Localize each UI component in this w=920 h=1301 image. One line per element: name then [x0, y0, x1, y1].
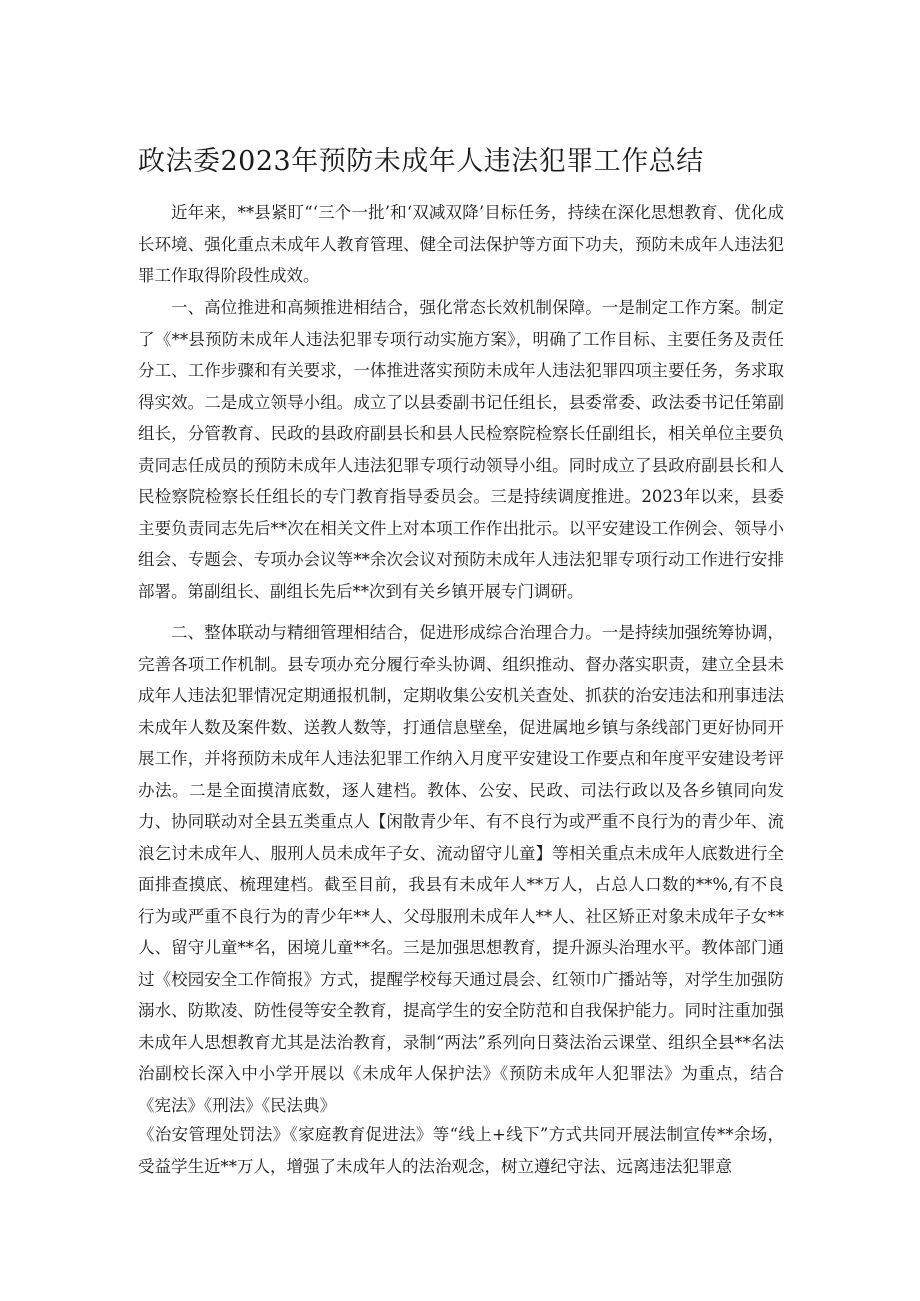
- section-one-paragraph: 一、高位推进和高频推进相结合，强化常态长效机制保障。一是制定工作方案。制定了《**县预防未成年人违法犯罪专项行动实施方案》，明确了工作目标、主要任务及责任分工、工作步骤和有关要求，一体推进落实预防未成年人违法犯罪四项主要任务，务求取得实效。二是成立领导小组。成立了以县委副书记任组长，县委常委、政法委书记任第副组长，分管教育、民政的县政府副县长和县人民检察院检察长任副组长，相关单位主要负责同志任成员的预防未成年人违法犯罪专项行动领导小组。同时成立了县政府副县长和人民检察院检察长任组长的专门教育指导委员会。三是持续调度推进。2023年以来，县委主要负责同志先后**次在相关文件上对本项工作作出批示。以平安建设工作例会、领导小组会、专题会、专项办会议等**余次会议对预防未成年人违法犯罪专项行动工作进行安排部署。第副组长、副组长先后**次到有关乡镇开展专门调研。: [138, 298, 784, 601]
- intro-paragraph: 近年来，**县紧盯“‘三个一批’和‘双减双降’目标任务，持续在深化思想教育、优化成长环境、强化重点未成年人教育管理、健全司法保护等方面下功夫，预防未成年人违法犯罪工作取得阶段性成效。: [138, 203, 784, 285]
- document-title: 政法委2023年预防未成年人违法犯罪工作总结: [138, 146, 704, 177]
- continuation-paragraph: 《治安管理处罚法》《家庭教育促进法》等“线上+线下”方式共同开展法制宣传**余场，受益学生近**万人，增强了未成年人的法治观念，树立遵纪守法、远离违法犯罪意: [138, 1125, 784, 1176]
- section-two-paragraph: 二、整体联动与精细管理相结合，促进形成综合治理合力。一是持续加强统筹协调，完善各项工作机制。县专项办充分履行牵头协调、组织推动、督办落实职责，建立全县未成年人违法犯罪情况定期通报机制，定期收集公安机关查处、抓获的治安违法和刑事违法未成年人数及案件数、送教人数等，打通信息壁垒，促进属地乡镇与条线部门更好协同开展工作，并将预防未成年人违法犯罪工作纳入月度平安建设工作要点和年度平安建设考评办法。二是全面摸清底数，逐人建档。教体、公安、民政、司法行政以及各乡镇同向发力、协同联动对全县五类重点人【闲散青少年、有不良行为或严重不良行为的青少年、流浪乞讨未成年人、服刑人员未成年子女、流动留守儿童】等相关重点未成年人底数进行全面排查摸底、梳理建档。截至目前，我县有未成年人**万人，占总人口数的**%,有不良行为或严重不良行为的青少年**人、父母服刑未成年人**人、社区矫正对象未成年子女**人、留守儿童**名，困境儿童**名。三是加强思想教育，提升源头治理水平。教体部门通过《校园安全工作简报》方式，提醒学校每天通过晨会、红领巾广播站等，对学生加强防溺水、防欺凌、防性侵等安全教育，提高学生的安全防范和自我保护能力。同时注重加强未成年人思想教育尤其是法治教育，录制“两法”系列向日葵法治云课堂、组织全县**名法治副校长深入中小学开展以《未成年人保护法》《预防未成年人犯罪法》为重点，结合《宪法》《刑法》《民法典》: [138, 623, 784, 1115]
